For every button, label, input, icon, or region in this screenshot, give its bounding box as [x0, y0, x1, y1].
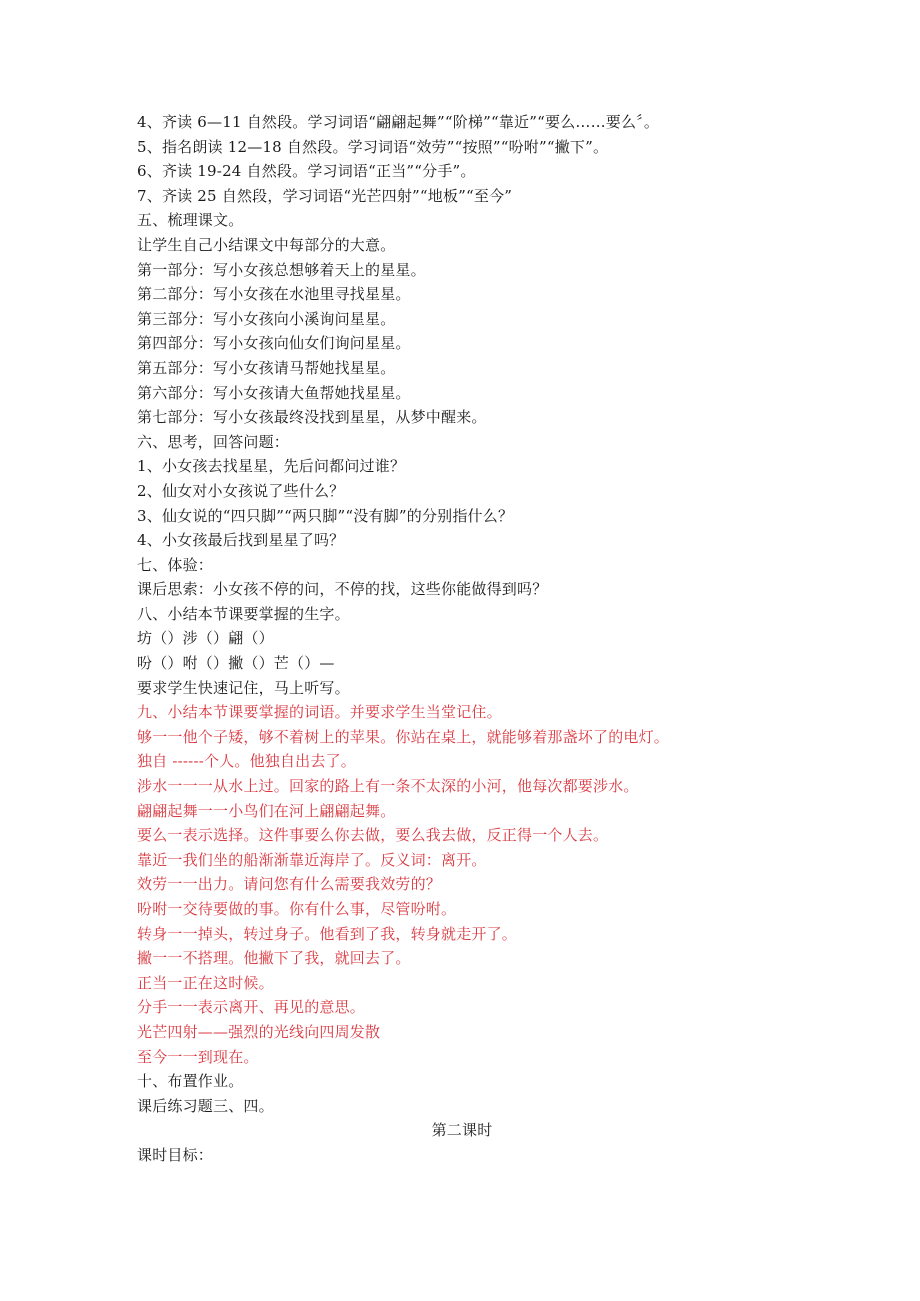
text-line: 八、小结本节课要掌握的生字。 [137, 604, 350, 623]
text-line: 4、小女孩最后找到星星了吗？ [137, 531, 345, 550]
text-line: 1、小女孩去找星星，先后问都问过谁？ [137, 457, 406, 476]
text-line: 光芒四射——强烈的光线向四周发散 [137, 1022, 381, 1041]
text-line: 4、齐读 6—11 自然段。学习词语“翩翩起舞”“阶梯”“靠近”“要么……要么〞。 [137, 113, 660, 131]
text-line: 要么一表示选择。这件事要么你去做，要么我去做，反正得一个人去。 [137, 826, 609, 845]
text-line: 3、仙女说的“四只脚”“两只脚”“没有脚”的分别指什么？ [137, 506, 514, 525]
text-line: 第二部分：写小女孩在水池里寻找星星。 [137, 285, 411, 304]
section-heading: 第二课时 [431, 1121, 493, 1140]
text-line: 转身一一掉头，转过身子。他看到了我，转身就走开了。 [137, 924, 518, 943]
text-line: 课时目标： [137, 1145, 214, 1164]
text-line: 吩咐一交待要做的事。你有什么事，尽管吩咐。 [137, 900, 457, 918]
text-line: 第五部分：写小女孩请马帮她找星星。 [137, 358, 396, 377]
text-line: 7、齐读 25 自然段，学习词语“光芒四射”“地板”“至今” [137, 186, 513, 205]
text-line: 九、小结本节课要掌握的词语。并要求学生当堂记住。 [137, 703, 502, 722]
text-line: 第七部分：写小女孩最终没找到星星，从梦中醒来。 [137, 408, 487, 427]
text-line: 第一部分：写小女孩总想够着天上的星星。 [137, 260, 426, 279]
text-line: 效劳一一出力。请问您有什么需要我效劳的？ [137, 875, 442, 894]
text-line: 独自 ------个人。他独自出去了。 [137, 752, 356, 771]
text-line: 吩（）咐（）撇（）芒（）— [137, 654, 335, 673]
text-line: 六、思考，回答问题： [137, 432, 290, 451]
text-line: 要求学生快速记住，马上听写。 [137, 678, 350, 697]
text-line: 分手一一表示离开、再见的意思。 [137, 998, 366, 1017]
text-line: 第六部分：写小女孩请大鱼帮她找星星。 [137, 383, 411, 402]
text-line: 翩翩起舞一一小鸟们在河上翩翩起舞。 [137, 801, 396, 820]
text-line: 第三部分：写小女孩向小溪询问星星。 [137, 309, 396, 328]
text-line: 靠近一我们坐的船渐渐靠近海岸了。反义词：离开。 [137, 850, 487, 869]
text-line: 2、仙女对小女孩说了些什么？ [137, 481, 345, 500]
text-line: 七、体验： [137, 555, 214, 574]
text-line: 够一一他个子矮，够不着树上的苹果。你站在桌上，就能够着那盏坏了的电灯。 [137, 727, 670, 746]
text-line: 第四部分：写小女孩向仙女们询问星星。 [137, 334, 411, 353]
text-line: 撇一一不搭理。他撇下了我，就回去了。 [137, 949, 411, 968]
text-line: 十、布置作业。 [137, 1072, 244, 1091]
text-line: 涉水一一一从水上过。回家的路上有一条不太深的小河，他每次都要涉水。 [137, 777, 639, 796]
text-line: 课后思索：小女孩不停的问，不停的找，这些你能做得到吗？ [137, 580, 548, 599]
text-line: 让学生自己小结课文中每部分的大意。 [137, 235, 396, 254]
text-line: 5、指名朗读 12—18 自然段。学习词语“效劳”“按照”“吩咐”“撇下”。 [137, 137, 609, 156]
text-line: 课后练习题三、四。 [137, 1096, 274, 1115]
text-line: 坊（）涉（）翩（） [137, 629, 274, 648]
text-line: 正当一正在这时候。 [137, 973, 274, 992]
text-line: 五、梳理课文。 [137, 211, 244, 230]
document-body [137, 110, 817, 1168]
text-line: 至今一一到现在。 [137, 1047, 259, 1066]
text-line: 6、齐读 19-24 自然段。学习词语“正当”“分手”。 [137, 162, 476, 181]
